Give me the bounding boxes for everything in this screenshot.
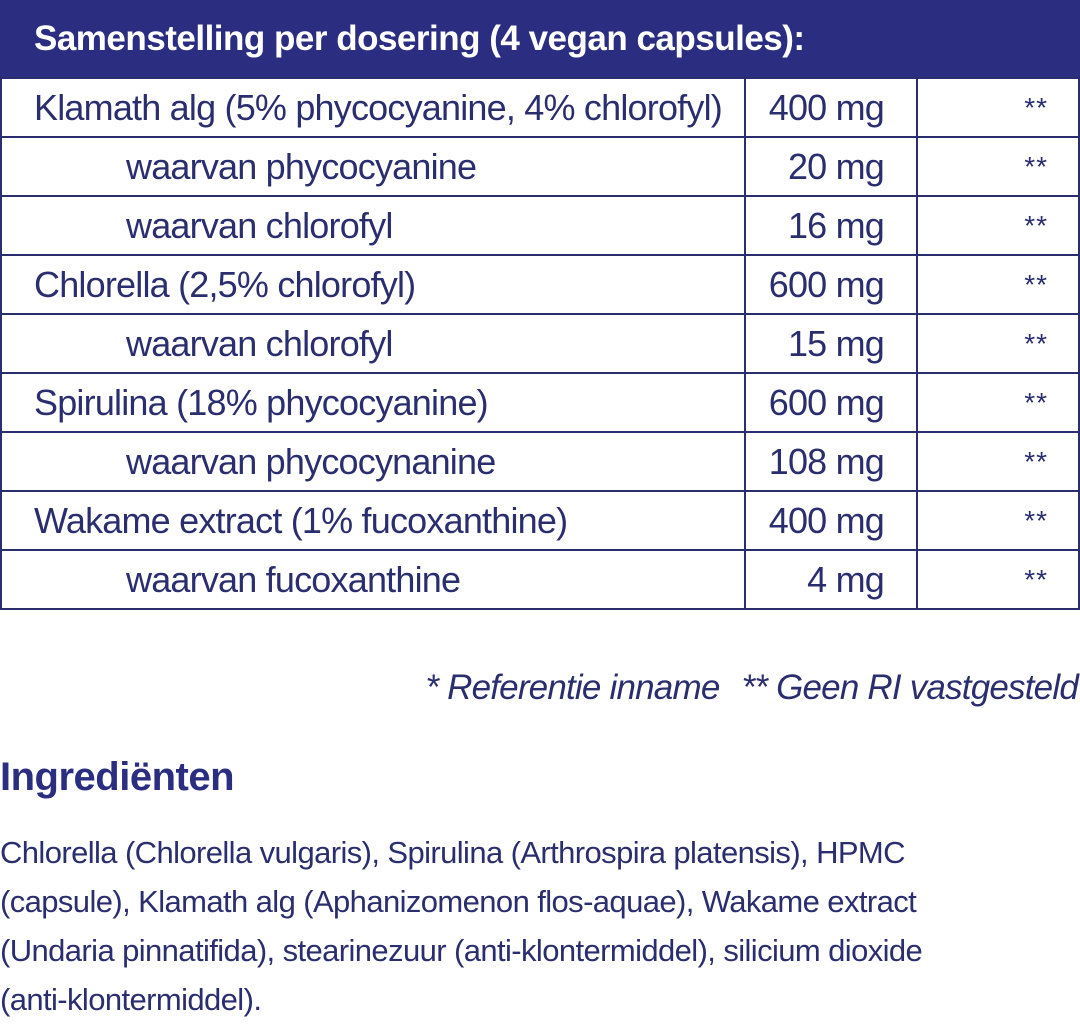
ingredient-name: waarvan chlorofyl	[1, 196, 745, 255]
table-row	[1, 550, 1079, 609]
table-row	[1, 432, 1079, 491]
ingredient-ri: **	[917, 255, 1079, 314]
footnote-no-ri: ** Geen RI vastgesteld	[741, 668, 1078, 707]
table-row	[1, 314, 1079, 373]
ingredients-line: (Undaria pinnatifida), stearinezuur (anti-klontermiddel), silicium dioxide	[0, 933, 923, 968]
table-row	[1, 373, 1079, 432]
ingredient-amount: 400 mg	[745, 491, 917, 550]
ingredient-amount: 108 mg	[745, 432, 917, 491]
table-row	[1, 491, 1079, 550]
table-row	[1, 196, 1079, 255]
ingredient-amount: 600 mg	[745, 255, 917, 314]
ingredient-ri: **	[917, 550, 1079, 609]
ingredients-title: Ingrediënten	[0, 755, 235, 799]
ingredient-ri: **	[917, 196, 1079, 255]
composition-table	[0, 77, 1080, 610]
footnote	[425, 668, 1078, 708]
ingredient-ri: **	[917, 314, 1079, 373]
ingredient-name: Spirulina (18% phycocyanine)	[1, 373, 745, 432]
table-row	[1, 137, 1079, 196]
table-row	[1, 78, 1079, 137]
ingredients-text	[0, 828, 1078, 1024]
footnote-reference: * Referentie inname	[425, 668, 720, 707]
composition-header: Samenstelling per dosering (4 vegan capsules):	[0, 0, 1080, 77]
ingredient-name: Klamath alg (5% phycocyanine, 4% chlorofyl)	[1, 78, 745, 137]
ingredient-amount: 4 mg	[745, 550, 917, 609]
ingredient-amount: 400 mg	[745, 78, 917, 137]
ingredient-name: Wakame extract (1% fucoxanthine)	[1, 491, 745, 550]
ingredient-amount: 600 mg	[745, 373, 917, 432]
ingredients-line: (capsule), Klamath alg (Aphanizomenon flos-aquae), Wakame extract	[0, 884, 917, 919]
ingredients-line: Chlorella (Chlorella vulgaris), Spirulina (Arthrospira platensis), HPMC	[0, 835, 905, 870]
ingredient-amount: 15 mg	[745, 314, 917, 373]
ingredient-name: Chlorella (2,5% chlorofyl)	[1, 255, 745, 314]
ingredient-amount: 16 mg	[745, 196, 917, 255]
ingredients-line: (anti-klontermiddel).	[0, 982, 262, 1017]
ingredient-name: waarvan phycocyanine	[1, 137, 745, 196]
ingredient-amount: 20 mg	[745, 137, 917, 196]
ingredient-name: waarvan fucoxanthine	[1, 550, 745, 609]
ingredient-ri: **	[917, 373, 1079, 432]
ingredient-ri: **	[917, 137, 1079, 196]
table-row	[1, 255, 1079, 314]
ingredient-name: waarvan phycocynanine	[1, 432, 745, 491]
ingredient-ri: **	[917, 432, 1079, 491]
ingredient-ri: **	[917, 78, 1079, 137]
ingredient-name: waarvan chlorofyl	[1, 314, 745, 373]
ingredient-ri: **	[917, 491, 1079, 550]
